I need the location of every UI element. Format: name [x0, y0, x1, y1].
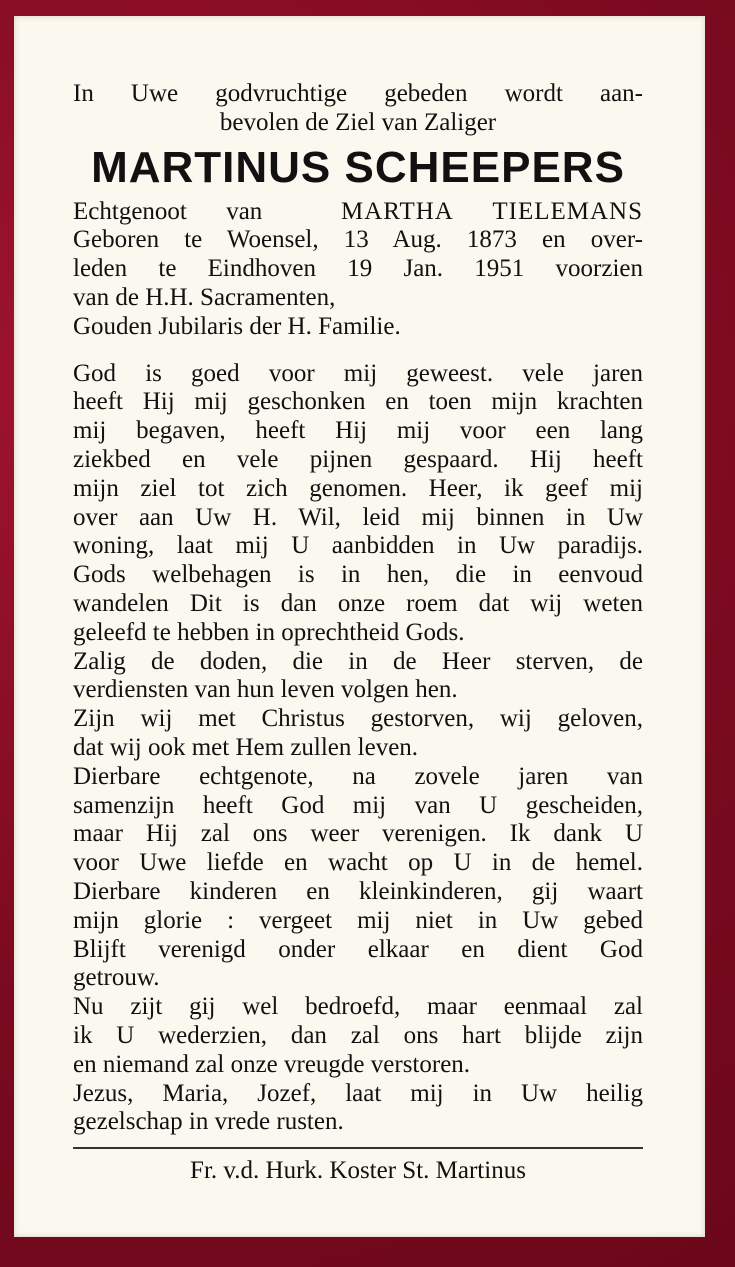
- prayer-line: voor Uwe liefde en wacht op U in de hemel.: [73, 849, 643, 877]
- card-content: [73, 80, 643, 1186]
- prayer-line: over aan Uw H. Wil, leid mij binnen in Uw: [73, 503, 643, 531]
- printer-credit: Fr. v.d. Hurk. Koster St. Martinus: [190, 1157, 526, 1185]
- prayer-line: Nu zijt gij wel bedroefd, maar eenmaal zal: [73, 993, 643, 1021]
- prayer-line: Jezus, Maria, Jozef, laat mij in Uw heilig: [73, 1079, 643, 1107]
- prayer-line: samenzijn heeft God mij van U gescheiden,: [73, 791, 643, 819]
- prayer-line: Dierbare echtgenote, na zovele jaren van: [73, 762, 643, 790]
- prayer-line: en niemand zal onze vreugde verstoren.: [73, 1050, 471, 1078]
- prayer-line: God is goed voor mij geweest. vele jaren: [73, 359, 643, 387]
- spouse-name: MARTHA TIELEMANS: [341, 197, 644, 225]
- prayer-line: mijn glorie : vergeet mij niet in Uw gebed: [73, 906, 643, 934]
- prayer-line: maar Hij zal ons weer verenigen. Ik dank U: [73, 820, 643, 848]
- prayer-line: Zijn wij met Christus gestorven, wij geloven,: [73, 705, 643, 733]
- bio-line: Gouden Jubilaris der H. Familie.: [73, 312, 401, 340]
- spouse-line: [73, 198, 643, 227]
- prayer-line: ziekbed en vele pijnen gespaard. Hij heeft: [73, 445, 643, 473]
- prayer-text: [73, 360, 643, 1138]
- bio-line: van de H.H. Sacramenten,: [73, 283, 336, 311]
- prayer-line: gezelschap in vrede rusten.: [73, 1108, 344, 1136]
- prayer-line: Zalig de doden, die in de Heer sterven, de: [73, 647, 643, 675]
- deceased-name: MARTINUS SCHEEPERS: [91, 142, 625, 192]
- bio-line: leden te Eindhoven 19 Jan. 1951 voorzien: [73, 255, 643, 283]
- bio-line: Geboren te Woensel, 13 Aug. 1873 en over-: [73, 226, 643, 254]
- prayer-line: Gods welbehagen is in hen, die in eenvoud: [73, 561, 643, 589]
- prayer-line: dat wij ook met Hem zullen leven.: [73, 733, 419, 761]
- prayer-line: mij begaven, heeft Hij mij voor een lang: [73, 417, 643, 445]
- memorial-card: [14, 16, 705, 1237]
- prayer-line: Blijft verenigd onder elkaar en dient God: [73, 935, 643, 963]
- prayer-line: ik U wederzien, dan zal ons hart blijde zijn: [73, 1021, 643, 1049]
- prayer-line: woning, laat mij U aanbidden in Uw paradijs.: [73, 532, 643, 560]
- spouse-prefix: Echtgenoot van: [73, 197, 263, 225]
- prayer-line: heeft Hij mij geschonken en toen mijn krachten: [73, 388, 643, 416]
- intro-line: bevolen de Ziel van Zaliger: [219, 108, 497, 136]
- divider: [73, 1147, 643, 1149]
- prayer-line: wandelen Dit is dan onze roem dat wij weten: [73, 589, 643, 617]
- prayer-line: getrouw.: [73, 964, 160, 992]
- prayer-line: verdiensten van hun leven volgen hen.: [73, 676, 458, 704]
- intro-line: In Uwe godvruchtige gebeden wordt aan-: [73, 80, 643, 107]
- prayer-line: Dierbare kinderen en kleinkinderen, gij waart: [73, 877, 643, 905]
- prayer-line: geleefd te hebben in oprechtheid Gods.: [73, 618, 465, 646]
- prayer-line: mijn ziel tot zich genomen. Heer, ik geef mij: [73, 474, 643, 502]
